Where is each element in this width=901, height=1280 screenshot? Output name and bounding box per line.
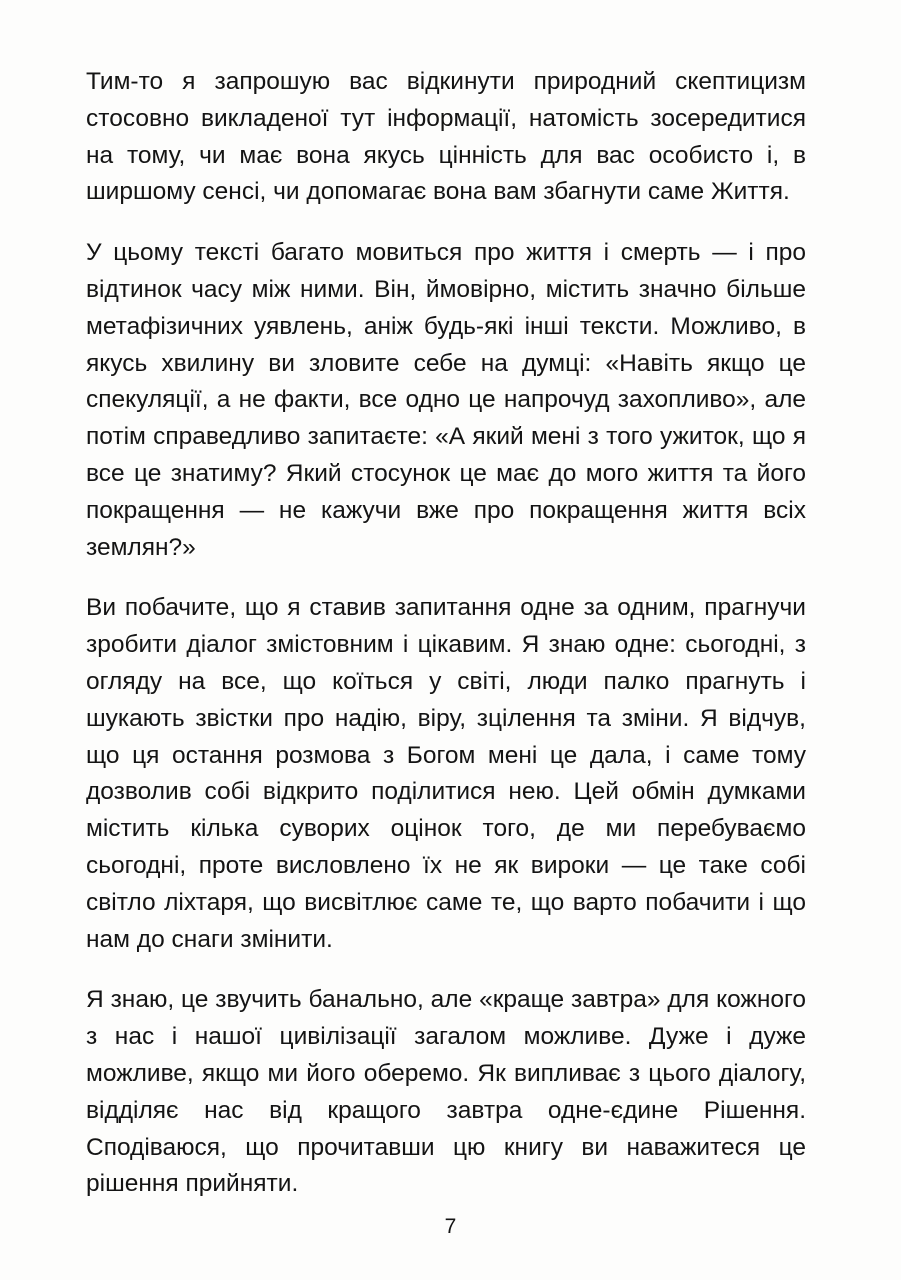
body-text	[86, 64, 806, 1227]
paragraph-4: Я знаю, це звучить банально, але «краще завтра» для кожного з нас і нашої цивілізації загалом можливе. Дуже і дуже можливе, якщо ми його оберемо. Як випливає з цього діалогу, відділяє нас від кращого завтра одне-єдине Рішення. Сподіваюся, що прочитавши цю книгу ви наважитеся це рішення прийняти.	[86, 986, 806, 1198]
paragraph-1: Тим-то я запрошую вас відкинути природний скептицизм стосовно викладеної тут інформації, натомість зосередитися на тому, чи має вона якусь цінність для вас особисто і, в ширшому сенсі, чи допомагає вона вам збагнути саме Життя.	[86, 68, 806, 206]
paragraph-3: Ви побачите, що я ставив запитання одне за одним, прагнучи зробити діалог змістовним і цікавим. Я знаю одне: сьогодні, з огляду на все, що коїться у світі, люди палко прагнуть і шукають звістки про надію, віру, зцілення та зміни. Я відчув, що ця остання розмова з Богом мені це дала, і саме тому дозволив собі відкрито поділитися нею. Цей обмін думками містить кілька суворих оцінок того, де ми перебуваємо сьогодні, проте висловлено їх не як вироки — це таке собі світло ліхтаря, що висвітлює саме те, що варто побачити і що нам до снаги змінити.	[86, 594, 806, 953]
page-number: 7	[444, 1215, 457, 1238]
paragraph-2: У цьому тексті багато мовиться про життя і смерть — і про відтинок часу між ними. Він, ймовірно, містить значно більше метафізичних уявлень, аніж будь-які інші тексти. Можливо, в якусь хвилину ви зловите себе на думці: «Навіть якщо це спекуляції, а не факти, все одно це напрочуд захопливо», але потім справедливо запитаєте: «А який мені з того ужиток, що я все це знатиму? Який стосунок це має до мого життя та його покращення — не кажучи вже про покращення життя всіх землян?»	[86, 239, 806, 561]
